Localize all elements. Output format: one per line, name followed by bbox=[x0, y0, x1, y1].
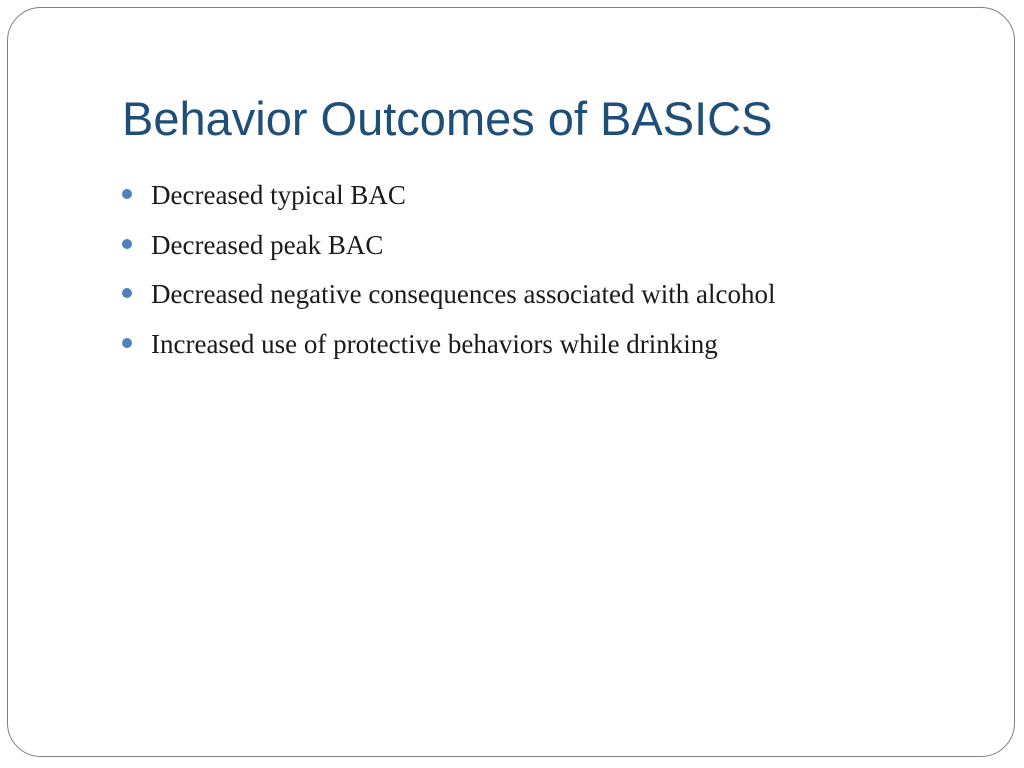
bullet-list bbox=[122, 174, 775, 372]
bullet-text: Decreased typical BAC bbox=[151, 180, 406, 210]
list-item bbox=[122, 273, 775, 323]
bullet-dot-icon bbox=[122, 239, 132, 249]
bullet-dot-icon bbox=[122, 338, 132, 348]
list-item bbox=[122, 174, 775, 224]
bullet-text: Decreased negative consequences associated with alcohol bbox=[151, 279, 776, 309]
slide-frame bbox=[7, 7, 1015, 757]
slide-title: Behavior Outcomes of BASICS bbox=[122, 92, 773, 145]
bullet-text: Increased use of protective behaviors while drinking bbox=[151, 328, 718, 359]
bullet-dot-icon bbox=[122, 288, 132, 298]
list-item bbox=[122, 224, 775, 274]
list-item bbox=[122, 323, 775, 373]
bullet-dot-icon bbox=[122, 189, 132, 199]
bullet-text: Decreased peak BAC bbox=[151, 229, 384, 260]
